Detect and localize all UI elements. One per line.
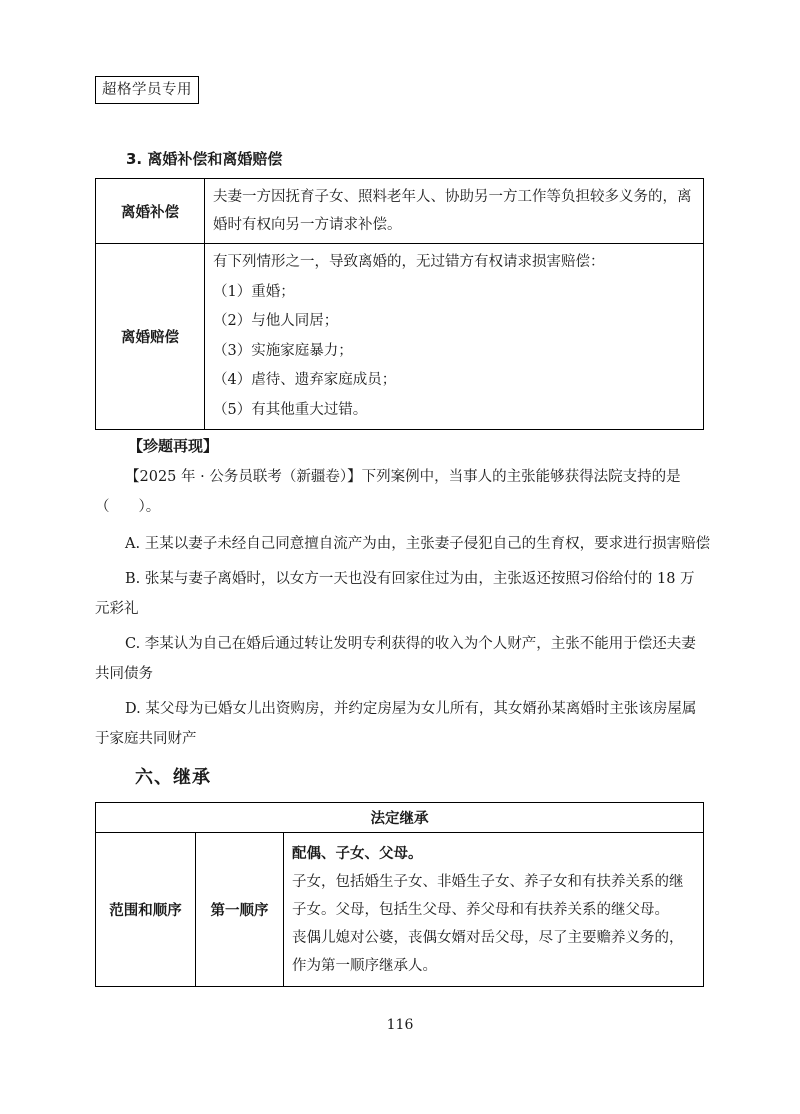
text-line: （3）实施家庭暴力； <box>213 342 353 359</box>
row-content <box>205 179 704 244</box>
row-content <box>205 244 704 430</box>
text-line-bold: 配偶、子女、父母。 <box>292 845 423 862</box>
page-number: 116 <box>386 1017 414 1033</box>
order-label: 第一顺序 <box>196 833 284 987</box>
text-line: 子女，包括婚生子女、非婚生子女、养子女和有扶养关系的继 <box>292 873 684 890</box>
row-label: 范围和顺序 <box>96 833 196 987</box>
table-row <box>96 833 704 987</box>
row-content <box>284 833 704 987</box>
text-line: （1）重婚； <box>213 283 295 300</box>
text-line: （5）有其他重大过错。 <box>213 401 368 418</box>
question-stem-line2: （ ）。 <box>95 499 161 515</box>
text-line: 夫妻一方因抚育子女、照料老年人、协助另一方工作等负担较多义务的，离 <box>213 189 692 205</box>
divorce-table <box>95 178 704 430</box>
text-line: 丧偶儿媳对公婆，丧偶女婿对岳父母，尽了主要赡养义务的， <box>292 929 684 946</box>
text-line: 婚时有权向另一方请求补偿。 <box>213 217 402 233</box>
option-d: D. 某父母为已婚女儿出资购房，并约定房屋为女儿所有，其女婿孙某离婚时主张该房屋属 <box>125 701 697 717</box>
row-label: 离婚补偿 <box>96 179 205 244</box>
question-heading: 【珍题再现】 <box>128 437 219 455</box>
section-title-divorce: 3. 离婚补偿和离婚赔偿 <box>126 150 283 168</box>
option-a: A. 王某以妻子未经自己同意擅自流产为由，主张妻子侵犯自己的生育权，要求进行损害赔偿 <box>125 536 711 552</box>
table-header: 法定继承 <box>96 803 704 833</box>
row-label: 离婚赔偿 <box>96 244 205 430</box>
option-b: B. 张某与妻子离婚时，以女方一天也没有回家住过为由，主张返还按照习俗给付的 18 万 <box>125 571 695 587</box>
option-c: C. 李某认为自己在婚后通过转让发明专利获得的收入为个人财产，主张不能用于偿还夫妻 <box>125 636 696 652</box>
text-line: 有下列情形之一，导致离婚的，无过错方有权请求损害赔偿： <box>213 254 605 270</box>
table-row <box>96 179 704 244</box>
option-c-cont: 共同债务 <box>95 666 153 682</box>
section-title-inheritance: 六、继承 <box>135 767 211 788</box>
text-line: 子女。父母，包括生父母、养父母和有扶养关系的继父母。 <box>292 901 669 918</box>
option-b-cont: 元彩礼 <box>95 601 139 617</box>
question-stem-line1: 【2025 年 · 公务员联考（新疆卷）】下列案例中，当事人的主张能够获得法院支持的是 <box>125 469 681 485</box>
student-only-tag: 超格学员专用 <box>95 76 199 104</box>
text-line: （4）虐待、遗弃家庭成员； <box>213 372 397 388</box>
option-d-cont: 于家庭共同财产 <box>95 731 197 747</box>
text-line: （2）与他人同居； <box>213 313 339 329</box>
table-header-row <box>96 803 704 833</box>
table-row <box>96 244 704 430</box>
text-line: 作为第一顺序继承人。 <box>292 957 437 974</box>
inheritance-table <box>95 802 704 987</box>
